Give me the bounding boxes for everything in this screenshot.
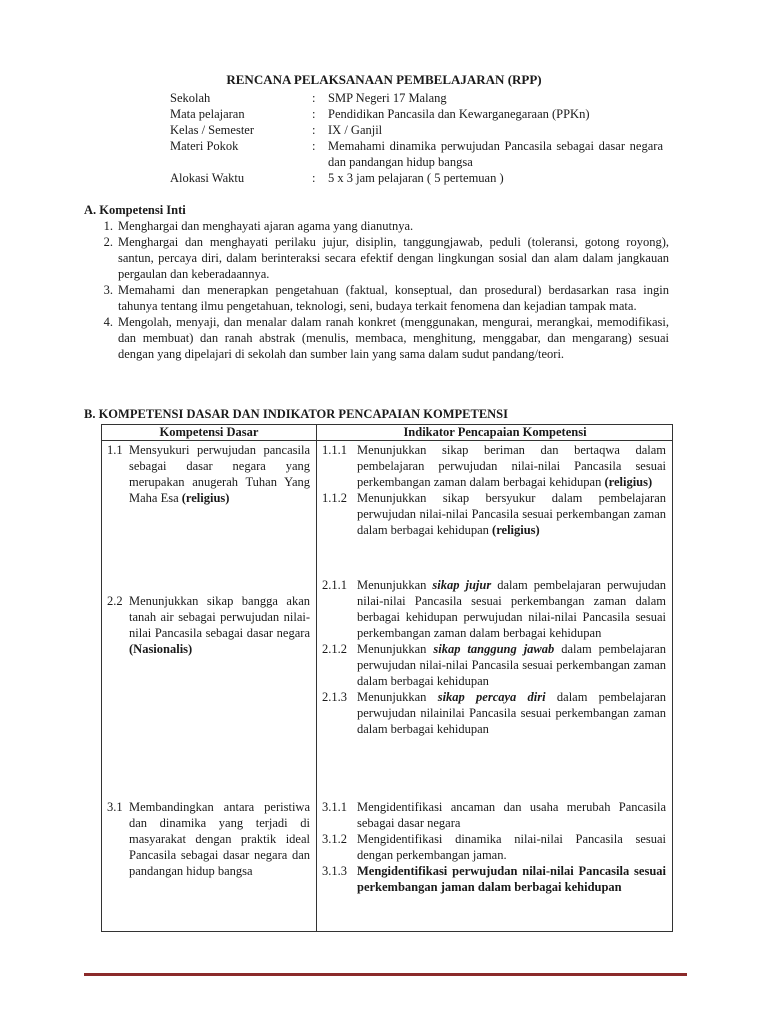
meta-row-subject xyxy=(170,106,670,122)
table-header-rule xyxy=(102,440,672,441)
indicator-number: 2.1.3 xyxy=(322,690,347,704)
identity-block xyxy=(170,90,670,186)
indicator-number: 3.1.3 xyxy=(322,864,347,878)
indicator-group-1 xyxy=(322,442,666,538)
indicator-number: 1.1.2 xyxy=(322,491,347,505)
table-column-divider xyxy=(316,425,317,931)
list-text: Mengolah, menyaji, dan menalar dalam ranah konkret (menggunakan, mengurai, merangkai, memodifikasi, dan membuat) dan ranah abstrak (menulis, membaca, menghitung, menggabar, dan mengarang) sesuai dengan yang dipelajari di sekolah dan sumber lain yang sama dalam sudut pandang/teori. xyxy=(118,315,669,361)
indicator-row xyxy=(322,689,666,737)
list-text: Menghargai dan menghayati perilaku jujur, disiplin, tanggungjawab, peduli (toleransi, gotong royong), santun, percaya diri, dalam berinteraksi secara efektif dengan lingkungan sosial dan alam dalam jangkauan pergaulan dan keberadaannya. xyxy=(118,235,669,281)
indicator-number: 2.1.2 xyxy=(322,642,347,656)
list-text: Memahami dan menerapkan pengetahuan (faktual, konseptual, dan prosedural) berdasarkan rasa ingin tahunya tentang ilmu pengetahuan, teknologi, seni, budaya terkait fenomena dan kejadian tampak mata. xyxy=(118,283,669,313)
footer-rule xyxy=(84,973,687,976)
indicator-tag: (religius) xyxy=(492,523,540,537)
indicator-tag: (religius) xyxy=(604,475,653,489)
meta-colon: : xyxy=(312,107,316,121)
kd-cell-1-1 xyxy=(107,442,310,506)
indicator-group-3 xyxy=(322,799,666,895)
kompetensi-inti-list xyxy=(84,218,684,362)
indicator-row xyxy=(322,641,666,689)
table-header-indicator: Indikator Pencapaian Kompetensi xyxy=(403,425,587,439)
indicator-text: Mengidentifikasi dinamika nilai-nilai Pancasila sesuai dengan perkembangan jaman. xyxy=(357,832,666,862)
list-number: 3. xyxy=(103,283,113,297)
list-text: Menghargai dan menghayati ajaran agama yang dianutnya. xyxy=(118,219,414,233)
indicator-row xyxy=(322,831,666,863)
meta-colon: : xyxy=(312,91,316,105)
list-item xyxy=(84,282,684,314)
competency-table xyxy=(101,424,673,932)
indicator-text xyxy=(357,490,666,538)
meta-row-time xyxy=(170,170,670,186)
indicator-body: Menunjukkan xyxy=(357,690,427,704)
kd-body: Menunjukkan sikap bangga akan tanah air sebagai perwujudan nilai-nilai Pancasila sebagai dasar negara xyxy=(129,594,310,640)
list-item xyxy=(84,314,684,362)
meta-colon: : xyxy=(312,139,316,153)
indicator-text xyxy=(357,577,666,641)
indicator-row xyxy=(322,863,666,895)
indicator-emphasis: sikap tanggung jawab xyxy=(433,642,555,656)
indicator-body: Menunjukkan sikap bersyukur dalam pembelajaran perwujudan nilai-nilai Pancasila sesuai perkembangan zaman dalam berbagai kehidupan xyxy=(357,491,666,537)
meta-value: 5 x 3 jam pelajaran ( 5 pertemuan ) xyxy=(328,171,504,185)
kd-cell-3-1 xyxy=(107,799,310,879)
meta-row-school xyxy=(170,90,670,106)
indicator-emphasis: sikap jujur xyxy=(432,578,492,592)
indicator-group-2 xyxy=(322,577,666,737)
section-a-title: A. Kompetensi Inti xyxy=(84,203,186,217)
kd-text xyxy=(129,442,310,506)
meta-row-topic xyxy=(170,138,670,170)
kd-tag: (religius) xyxy=(181,491,230,505)
meta-label: Mata pelajaran xyxy=(170,107,245,121)
kd-body: Membandingkan antara peristiwa dan dinamika yang terjadi di masyarakat dengan praktik ideal Pancasila sebagai dasar negara dan pandangan hidup bangsa xyxy=(129,800,310,878)
table-header-kd: Kompetensi Dasar xyxy=(159,425,259,439)
list-item xyxy=(84,218,684,234)
indicator-text xyxy=(357,442,666,490)
meta-row-class xyxy=(170,122,670,138)
indicator-row xyxy=(322,577,666,641)
indicator-body: dalam pembelajaran perwujudan nilai-nilai Pancasila sesuai perkembangan zaman dalam berbagai kehidupan perwujudan nilai-nilai Pancasila sesuai perkembangan zaman dalam berbagai kehidupan xyxy=(357,578,667,640)
indicator-row xyxy=(322,799,666,831)
indicator-number: 1.1.1 xyxy=(322,443,347,457)
kd-number: 3.1 xyxy=(107,800,123,814)
list-item xyxy=(84,234,684,282)
indicator-number: 2.1.1 xyxy=(322,578,347,592)
indicator-body: Menunjukkan xyxy=(357,642,427,656)
indicator-text xyxy=(357,641,666,689)
section-b-title: B. KOMPETENSI DASAR DAN INDIKATOR PENCAPAIAN KOMPETENSI xyxy=(84,407,508,421)
indicator-text xyxy=(357,689,666,737)
kd-text xyxy=(129,799,310,879)
meta-label: Kelas / Semester xyxy=(170,123,255,137)
indicator-emphasis: sikap percaya diri xyxy=(437,690,546,704)
indicator-body: Menunjukkan xyxy=(357,578,427,592)
kd-tag: (Nasionalis) xyxy=(129,642,193,656)
indicator-body: dalam pembelajaran perwujudan nilai-nilai Pancasila sesuai perkembangan zaman dalam berbagai kehidupan xyxy=(357,642,667,688)
indicator-body: dalam pembelajaran perwujudan nilainilai Pancasila sesuai perkembangan zaman dalam berbagai kehidupan xyxy=(357,690,667,736)
indicator-row xyxy=(322,490,666,538)
kd-body: Mensyukuri perwujudan pancasila sebagai dasar negara yang merupakan anugerah Tuhan Yang Maha Esa xyxy=(129,443,310,505)
section-kompetensi-inti xyxy=(84,202,684,362)
indicator-body: Menunjukkan sikap beriman dan bertaqwa dalam pembelajaran perwujudan nilai-nilai Pancasila sesuai perkembangan zaman dalam berbagai kehidupan xyxy=(357,443,666,489)
indicator-row xyxy=(322,442,666,490)
indicator-text: Mengidentifikasi perwujudan nilai-nilai Pancasila sesuai perkembangan jaman dalam berbagai kehidupan xyxy=(357,864,666,894)
kd-cell-2-2 xyxy=(107,593,310,657)
meta-colon: : xyxy=(312,171,316,185)
meta-value: IX / Ganjil xyxy=(328,123,383,137)
list-number: 1. xyxy=(103,219,113,233)
document-title: RENCANA PELAKSANAAN PEMBELAJARAN (RPP) xyxy=(226,72,542,87)
meta-value: SMP Negeri 17 Malang xyxy=(328,91,447,105)
indicator-text: Mengidentifikasi ancaman dan usaha merubah Pancasila sebagai dasar negara xyxy=(357,800,666,830)
meta-value: Memahami dinamika perwujudan Pancasila sebagai dasar negara dan pandangan hidup bangsa xyxy=(328,139,663,169)
indicator-number: 3.1.1 xyxy=(322,800,347,814)
meta-label: Alokasi Waktu xyxy=(170,171,245,185)
meta-label: Sekolah xyxy=(170,91,211,105)
indicator-number: 3.1.2 xyxy=(322,832,347,846)
kd-row xyxy=(107,593,310,657)
kd-row xyxy=(107,442,310,506)
meta-label: Materi Pokok xyxy=(170,139,239,153)
kd-number: 1.1 xyxy=(107,443,123,457)
list-number: 2. xyxy=(103,235,113,249)
kd-row xyxy=(107,799,310,879)
kd-number: 2.2 xyxy=(107,594,123,608)
list-number: 4. xyxy=(103,315,113,329)
meta-colon: : xyxy=(312,123,316,137)
meta-value: Pendidikan Pancasila dan Kewarganegaraan (PPKn) xyxy=(328,107,590,121)
kd-text xyxy=(129,593,310,657)
